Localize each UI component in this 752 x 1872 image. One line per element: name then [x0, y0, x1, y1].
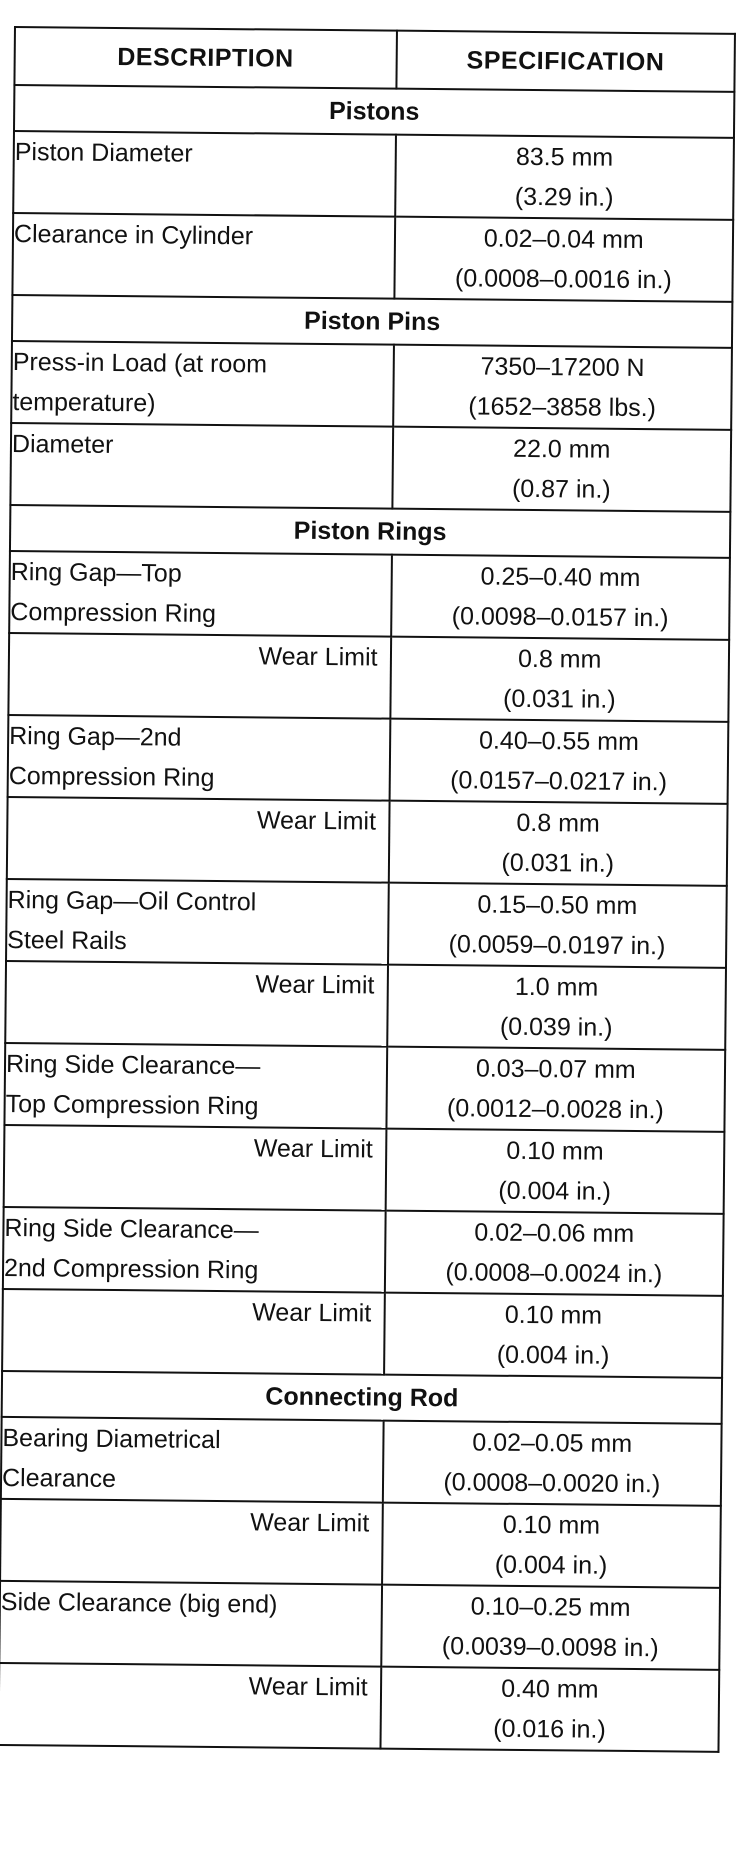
section-header-row [12, 295, 732, 348]
metric-value: 0.02–0.04 mm [483, 224, 644, 255]
specification-cell [384, 1293, 723, 1378]
metric-value: 1.0 mm [514, 972, 599, 1002]
description-cell [4, 1043, 386, 1129]
metric-value: 0.40 mm [501, 1674, 599, 1704]
description-cell [13, 131, 395, 217]
description-line: temperature) [12, 388, 156, 418]
specification-cell [395, 135, 734, 220]
wear-limit-cell [2, 1289, 384, 1375]
imperial-value: (0.039 in.) [499, 1012, 613, 1042]
metric-value: 0.10 mm [502, 1510, 601, 1540]
table-row [9, 551, 730, 640]
metric-value: 0.10–0.25 mm [470, 1592, 631, 1622]
description-line: Ring Side Clearance— [4, 1213, 259, 1245]
table-row [13, 131, 734, 220]
description-line: Side Clearance (big end) [0, 1587, 278, 1619]
table-row [11, 341, 732, 430]
wear-limit-cell [0, 1499, 382, 1585]
description-cell [6, 879, 388, 965]
metric-value: 0.10 mm [504, 1300, 603, 1330]
table-row [3, 1207, 724, 1296]
specification-cell [388, 801, 727, 886]
description-line: 2nd Compression Ring [3, 1253, 259, 1285]
metric-value: 0.02–0.06 mm [474, 1218, 635, 1249]
metric-value: 0.8 mm [516, 808, 600, 838]
spec-sheet [0, 26, 736, 1753]
table-row [10, 423, 731, 512]
table-row [4, 1125, 725, 1214]
description-cell [8, 715, 390, 801]
table-body [0, 85, 734, 1752]
description-line: Press-in Load (at room [12, 348, 268, 379]
imperial-value: (0.0008–0.0020 in.) [443, 1468, 661, 1499]
description-cell [10, 423, 392, 509]
imperial-value: (0.0039–0.0098 in.) [441, 1632, 659, 1663]
wear-limit-cell [5, 961, 387, 1047]
description-cell [3, 1207, 385, 1293]
imperial-value: (0.004 in.) [498, 1176, 612, 1206]
table-row [12, 213, 733, 302]
description-line: Wear Limit [255, 970, 375, 1000]
description-line: Wear Limit [258, 642, 378, 672]
description-column-header: DESCRIPTION [14, 27, 396, 89]
specification-cell [382, 1503, 721, 1588]
description-line: Wear Limit [256, 806, 377, 836]
description-line: Steel Rails [7, 925, 127, 956]
description-cell [11, 341, 393, 427]
imperial-value: (0.0008–0.0016 in.) [454, 264, 672, 295]
description-line: Ring Gap—Top [10, 557, 182, 588]
imperial-value: (0.0012–0.0028 in.) [446, 1094, 664, 1125]
table-row [8, 633, 729, 722]
imperial-value: (0.87 in.) [511, 474, 611, 504]
table-row [8, 715, 729, 804]
table-row [1, 1417, 722, 1506]
section-title: Pistons [14, 85, 734, 138]
imperial-value: (3.29 in.) [514, 182, 614, 212]
section-title: Connecting Rod [2, 1371, 722, 1424]
table-row [4, 1043, 725, 1132]
imperial-value: (0.031 in.) [501, 848, 615, 878]
table-row [2, 1289, 723, 1378]
section-header-row [14, 85, 734, 138]
specification-table [0, 26, 736, 1753]
specification-cell [391, 555, 730, 640]
description-line: Top Compression Ring [5, 1089, 259, 1121]
metric-value: 0.02–0.05 mm [472, 1428, 633, 1458]
description-line: Wear Limit [253, 1134, 373, 1164]
specification-cell [386, 1047, 725, 1132]
imperial-value: (0.0157–0.0217 in.) [450, 766, 668, 797]
description-line: Clearance in Cylinder [13, 220, 254, 251]
specification-cell [385, 1129, 724, 1214]
imperial-value: (0.016 in.) [493, 1714, 606, 1744]
metric-value: 7350–17200 N [480, 352, 645, 383]
description-line: Wear Limit [250, 1508, 370, 1538]
specification-cell [389, 719, 728, 804]
specification-cell [381, 1585, 720, 1670]
description-line: Ring Gap—2nd [9, 721, 182, 752]
table-row [6, 879, 727, 968]
metric-value: 0.25–0.40 mm [480, 562, 641, 593]
imperial-value: (0.0059–0.0197 in.) [448, 930, 666, 961]
imperial-value: (0.004 in.) [496, 1340, 610, 1370]
table-row [7, 797, 728, 886]
specification-column-header: SPECIFICATION [396, 31, 735, 92]
description-cell [12, 213, 394, 299]
wear-limit-cell [8, 633, 390, 719]
imperial-value: (0.0098–0.0157 in.) [451, 602, 669, 633]
specification-cell [382, 1421, 721, 1506]
description-cell [0, 1581, 382, 1667]
specification-cell [384, 1211, 723, 1296]
description-line: Compression Ring [10, 597, 217, 628]
description-line: Ring Gap—Oil Control [7, 885, 257, 917]
specification-cell [390, 637, 729, 722]
specification-cell [388, 883, 727, 968]
metric-value: 0.03–0.07 mm [475, 1054, 636, 1085]
section-title: Piston Rings [10, 505, 730, 558]
metric-value: 0.8 mm [517, 644, 602, 674]
description-line: Wear Limit [252, 1298, 372, 1328]
description-cell [1, 1417, 383, 1503]
description-line: Piston Diameter [14, 138, 193, 168]
imperial-value: (0.0008–0.0024 in.) [445, 1258, 663, 1289]
metric-value: 83.5 mm [515, 142, 614, 172]
metric-value: 0.10 mm [506, 1136, 604, 1166]
specification-cell [387, 965, 726, 1050]
wear-limit-cell [0, 1663, 381, 1749]
metric-value: 22.0 mm [512, 434, 611, 464]
table-header-row [14, 27, 735, 92]
description-line: Wear Limit [248, 1672, 368, 1702]
table-row [5, 961, 726, 1050]
specification-cell [394, 217, 733, 302]
section-header-row [10, 505, 730, 558]
table-row [0, 1663, 719, 1752]
section-header-row [2, 1371, 722, 1424]
description-cell [9, 551, 391, 637]
imperial-value: (0.031 in.) [502, 684, 616, 714]
imperial-value: (0.004 in.) [494, 1550, 608, 1580]
table-row [0, 1581, 720, 1670]
specification-cell [392, 427, 731, 512]
section-title: Piston Pins [12, 295, 732, 348]
description-line: Ring Side Clearance— [5, 1049, 261, 1081]
description-line: Compression Ring [8, 761, 215, 792]
description-line: Bearing Diametrical [2, 1423, 221, 1455]
table-row [0, 1499, 721, 1588]
description-line: Clearance [1, 1463, 117, 1494]
metric-value: 0.15–0.50 mm [477, 890, 638, 921]
specification-cell [380, 1667, 719, 1752]
specification-cell [393, 345, 732, 430]
metric-value: 0.40–0.55 mm [478, 726, 639, 757]
description-line: Diameter [11, 430, 114, 459]
imperial-value: (1652–3858 lbs.) [468, 392, 657, 423]
wear-limit-cell [7, 797, 389, 883]
wear-limit-cell [4, 1125, 386, 1211]
